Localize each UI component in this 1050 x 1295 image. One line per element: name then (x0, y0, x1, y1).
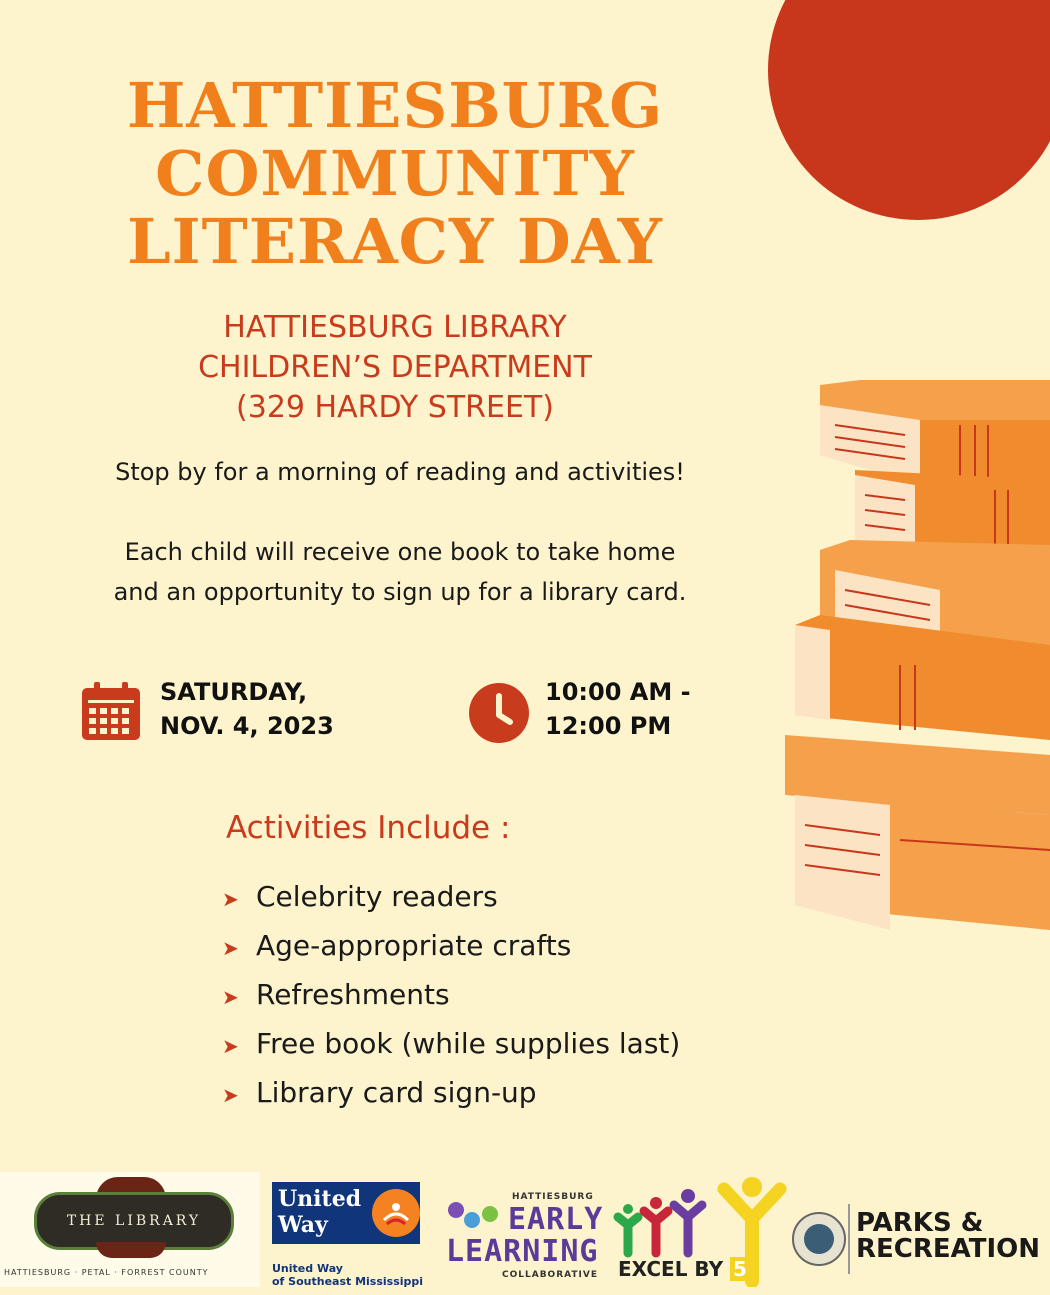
list-item (222, 1019, 680, 1068)
activity-label: Age-appropriate crafts (256, 929, 572, 962)
list-item (222, 872, 680, 921)
excel-by-5-logo (612, 1177, 797, 1292)
calendar-icon (80, 680, 142, 742)
parks-recreation-logo (792, 1194, 1050, 1284)
library-logo-base (96, 1242, 166, 1258)
title-line-1: HATTIESBURG (126, 69, 664, 142)
early-learning-bottom: COLLABORATIVE (502, 1270, 598, 1280)
chevron-right-icon: ➤ (222, 886, 239, 911)
excel-by-label (618, 1257, 750, 1281)
early-learning-logo (440, 1184, 610, 1289)
venue-line-2: CHILDREN’S DEPARTMENT (198, 350, 592, 385)
united-way-badge (272, 1182, 420, 1244)
chevron-right-icon: ➤ (222, 935, 239, 960)
book-stack-illustration (780, 375, 1050, 935)
library-logo (0, 1172, 260, 1287)
event-start-time: 10:00 AM - (545, 678, 691, 706)
parks-line-1: PARKS & (856, 1208, 984, 1238)
event-day: SATURDAY, (160, 678, 308, 706)
clock-icon (468, 682, 530, 744)
excel-by-number: 5 (730, 1257, 750, 1281)
venue-block (60, 308, 730, 428)
event-end-time: 12:00 PM (545, 712, 672, 740)
united-way-sub-line-2: of Southeast Mississippi (272, 1275, 424, 1288)
title-line-2: COMMUNITY (155, 137, 635, 210)
activity-label: Celebrity readers (256, 880, 498, 913)
library-logo-name: THE LIBRARY (66, 1213, 202, 1229)
parks-line-2: RECREATION (856, 1234, 1041, 1264)
chevron-right-icon: ➤ (222, 984, 239, 1009)
details-line-1: Each child will receive one book to take home (124, 538, 676, 566)
activities-heading: Activities Include : (226, 810, 511, 846)
list-item (222, 921, 680, 970)
united-way-logo (268, 1182, 428, 1292)
intro-line-1: Stop by for a morning of reading and activities! (115, 458, 685, 486)
title-line-3: LITERACY DAY (127, 205, 663, 278)
chevron-right-icon: ➤ (222, 1033, 239, 1058)
decorative-red-circle (768, 0, 1050, 220)
united-way-subtitle (272, 1262, 423, 1288)
united-way-sub-line-1: United Way (272, 1262, 343, 1275)
activity-label: Refreshments (256, 978, 450, 1011)
parks-divider (848, 1204, 850, 1274)
details-line-2: and an opportunity to sign up for a library card. (113, 578, 687, 606)
event-full-date: NOV. 4, 2023 (160, 712, 334, 740)
venue-address: (329 HARDY STREET) (236, 390, 554, 425)
activity-label: Free book (while supplies last) (256, 1027, 681, 1060)
chevron-right-icon: ➤ (222, 1082, 239, 1107)
united-way-line-1: United (278, 1186, 362, 1212)
city-seal-core (804, 1224, 834, 1254)
early-learning-top: HATTIESBURG (512, 1192, 594, 1202)
list-item (222, 970, 680, 1019)
united-way-wordmark (272, 1182, 370, 1244)
early-learning-line-2: LEARNING (446, 1234, 599, 1269)
event-date (160, 675, 334, 743)
sponsor-logos (0, 1172, 1050, 1295)
united-way-line-2: Way (278, 1212, 328, 1238)
intro-text (30, 452, 770, 492)
united-way-emblem-icon (372, 1189, 420, 1237)
venue-line-1: HATTIESBURG LIBRARY (223, 310, 567, 345)
excel-by-text: EXCEL BY (618, 1257, 724, 1281)
event-time (545, 675, 691, 743)
early-learning-line-1: EARLY (508, 1202, 604, 1237)
activity-label: Library card sign-up (256, 1076, 537, 1109)
activities-list (222, 872, 680, 1117)
library-logo-subtitle: HATTIESBURG · PETAL · FORREST COUNTY (4, 1268, 209, 1277)
list-item (222, 1068, 680, 1117)
handprints-icon (444, 1196, 506, 1236)
event-title (60, 69, 730, 278)
details-text (30, 532, 770, 612)
city-seal-icon (792, 1212, 846, 1266)
parks-recreation-wordmark (856, 1210, 1040, 1262)
